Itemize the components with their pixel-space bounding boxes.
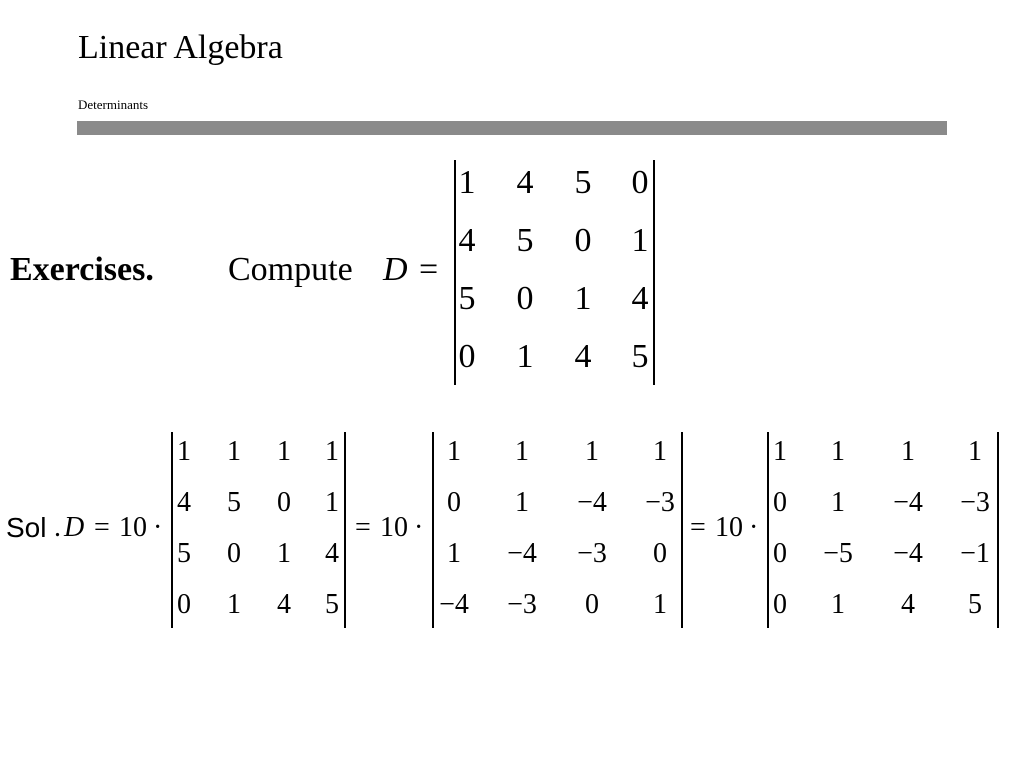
matrix-cell: 4 xyxy=(277,589,291,620)
slide-title: Linear Algebra xyxy=(78,29,283,66)
matrix-cell: 4 xyxy=(177,487,191,518)
matrix-cell: −4 xyxy=(893,538,923,569)
compute-text: Compute xyxy=(228,251,353,288)
matrix-cell: 0 xyxy=(447,487,461,518)
matrix-cell: 1 xyxy=(227,589,241,620)
matrix-cell: −1 xyxy=(960,538,990,569)
sol-cdot: · xyxy=(153,512,163,543)
matrix-cell: 0 xyxy=(631,164,649,201)
matrix-cell: 1 xyxy=(277,538,291,569)
sol-factor-2: 10 xyxy=(380,512,408,543)
matrix-cell: 0 xyxy=(458,338,476,375)
header-rule xyxy=(77,121,947,135)
matrix-cell: 1 xyxy=(458,164,476,201)
matrix-cell: 4 xyxy=(901,589,915,620)
matrix-cell: −3 xyxy=(507,589,537,620)
matrix-cell: 5 xyxy=(968,589,982,620)
matrix-cell: 0 xyxy=(516,280,534,317)
matrix-cell: 1 xyxy=(277,436,291,467)
matrix-cell: 0 xyxy=(227,538,241,569)
matrix-cell: 1 xyxy=(447,436,461,467)
matrix-cell: 1 xyxy=(968,436,982,467)
matrix-cell: 4 xyxy=(574,338,592,375)
sol-factor-3: 10 xyxy=(715,512,743,543)
exercises-label: Exercises. xyxy=(10,251,154,288)
matrix-cell: 0 xyxy=(177,589,191,620)
sol-equals-sign-2: = xyxy=(355,512,371,543)
matrix-cell: 1 xyxy=(227,436,241,467)
matrix-cell: 0 xyxy=(773,538,787,569)
matrix-cell: 1 xyxy=(515,436,529,467)
matrix-cell: 1 xyxy=(901,436,915,467)
matrix-cell: −3 xyxy=(645,487,675,518)
matrix-cell: −4 xyxy=(507,538,537,569)
matrix-cell: 1 xyxy=(831,589,845,620)
sol-factor: 10 xyxy=(119,512,147,543)
matrix-cell: 0 xyxy=(773,487,787,518)
matrix-cell: 1 xyxy=(653,436,667,467)
matrix-cell: 1 xyxy=(831,436,845,467)
matrix-cell: 0 xyxy=(653,538,667,569)
matrix-cell: 1 xyxy=(325,487,339,518)
matrix-cell: 4 xyxy=(631,280,649,317)
variable-d: D xyxy=(383,251,408,288)
matrix-cell: 0 xyxy=(585,589,599,620)
matrix-cell: 1 xyxy=(653,589,667,620)
slide-subtitle: Determinants xyxy=(78,97,149,112)
matrix-cell: 5 xyxy=(574,164,592,201)
matrix-cell: −3 xyxy=(960,487,990,518)
matrix-cell: −4 xyxy=(893,487,923,518)
sol-label: Sol xyxy=(6,512,47,543)
sol-variable-d: D xyxy=(64,512,85,543)
matrix-cell: 4 xyxy=(516,164,534,201)
matrix-cell: 1 xyxy=(831,487,845,518)
matrix-cell: 4 xyxy=(325,538,339,569)
matrix-cell: 1 xyxy=(515,487,529,518)
sol-cdot-2: · xyxy=(414,512,424,543)
matrix-cell: 5 xyxy=(631,338,649,375)
equals-sign: = xyxy=(419,251,439,288)
matrix-cell: 1 xyxy=(631,222,649,259)
matrix-cell: 1 xyxy=(325,436,339,467)
matrix-cell: 1 xyxy=(585,436,599,467)
matrix-cell: 0 xyxy=(773,589,787,620)
sol-equals-sign-3: = xyxy=(690,512,706,543)
matrix-cell: 1 xyxy=(574,280,592,317)
matrix-cell: 1 xyxy=(177,436,191,467)
matrix-cell: −5 xyxy=(823,538,853,569)
matrix-cell: 1 xyxy=(773,436,787,467)
matrix-cell: −3 xyxy=(577,538,607,569)
sol-equals-sign: = xyxy=(94,512,110,543)
matrix-cell: 1 xyxy=(447,538,461,569)
sol-cdot-3: · xyxy=(749,512,759,543)
matrix-cell: 0 xyxy=(574,222,592,259)
matrix-cell: 5 xyxy=(227,487,241,518)
matrix-cell: −4 xyxy=(439,589,469,620)
matrix-cell: 5 xyxy=(177,538,191,569)
sol-dot: . xyxy=(54,512,61,543)
matrix-cell: 4 xyxy=(458,222,476,259)
matrix-cell: 0 xyxy=(277,487,291,518)
matrix-cell: 5 xyxy=(458,280,476,317)
matrix-cell: 1 xyxy=(516,338,534,375)
matrix-cell: 5 xyxy=(516,222,534,259)
matrix-cell: 5 xyxy=(325,589,339,620)
matrix-cell: −4 xyxy=(577,487,607,518)
